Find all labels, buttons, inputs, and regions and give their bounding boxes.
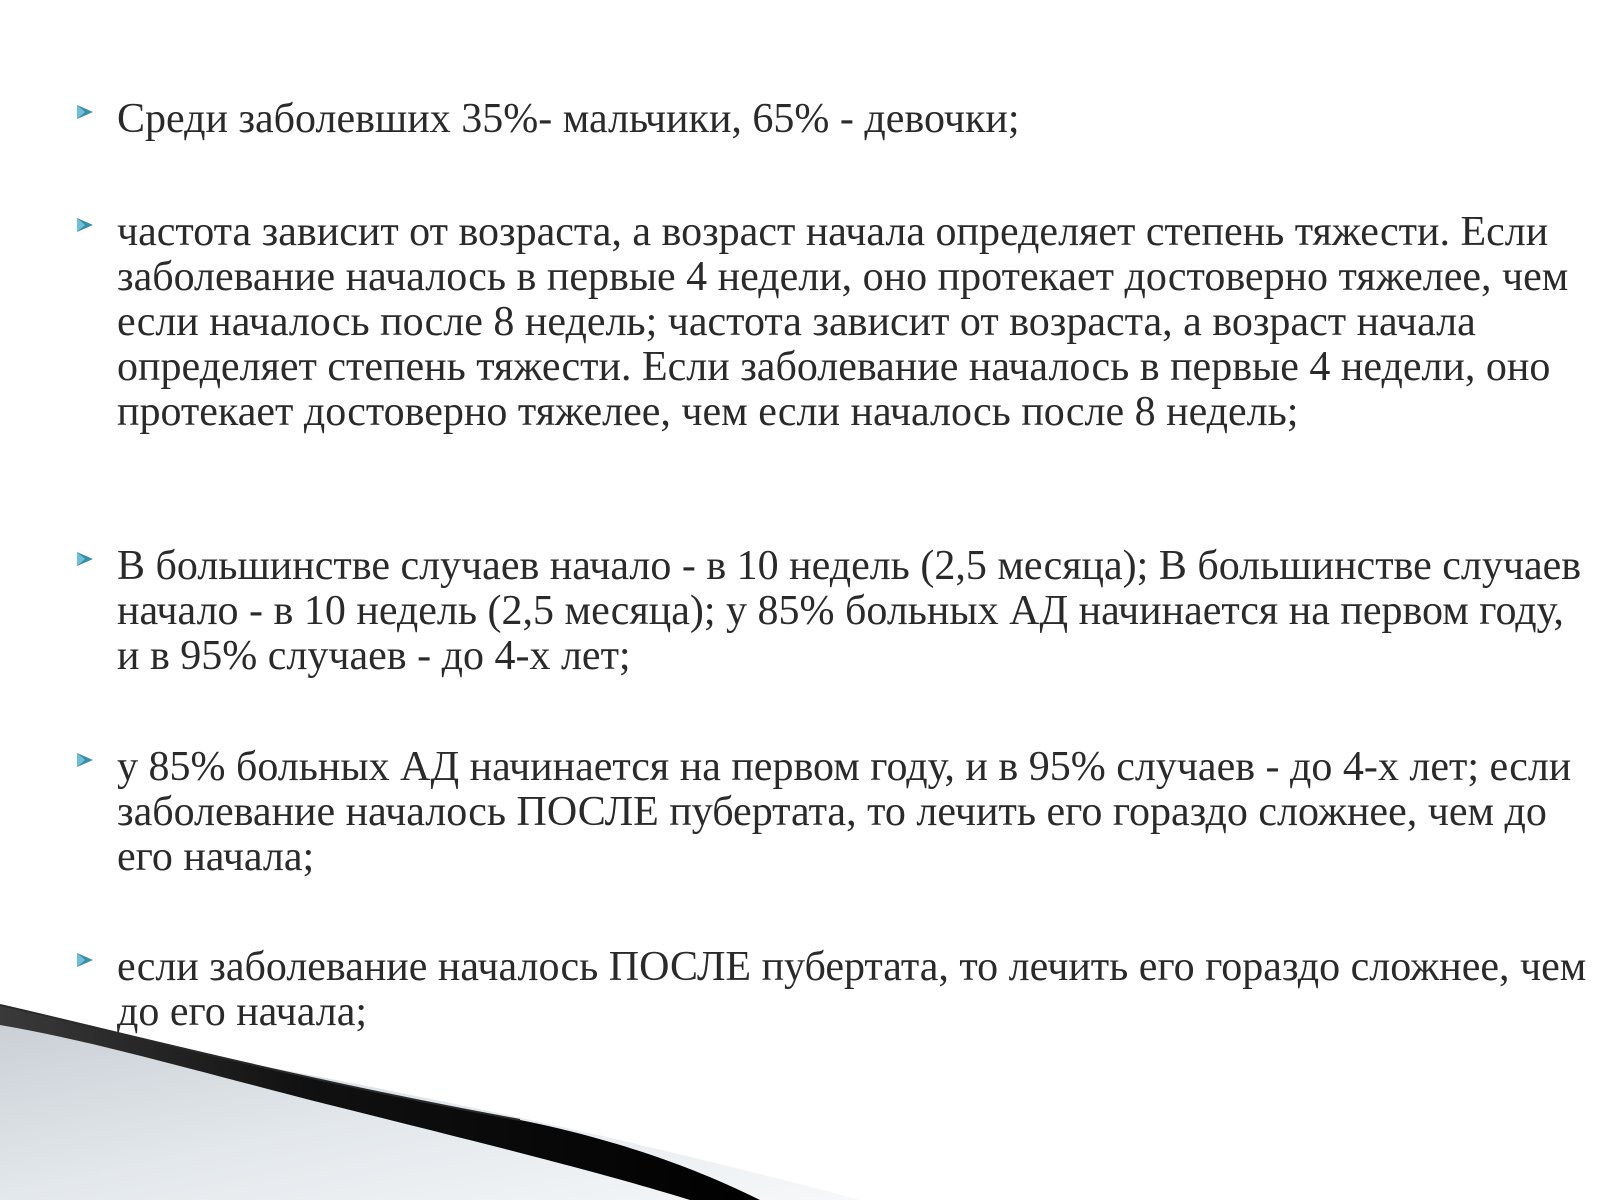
triangle-arrow-icon xyxy=(77,218,93,232)
bullet-text: Среди заболевших 35%- мальчики, 65% - девочки; xyxy=(117,96,1020,142)
bullet-text: частота зависит от возраста, а возраст начала определяет степень тяжести. Если заболевание началось в первые 4 недели, оно протекает достоверно тяжелее, чем если началось после 8 недель; частота зависит от возраста, а возраст начала определяет степень тяжести. Если заболевание началось в первые 4 недели, оно протекает достоверно тяжелее, чем если началось после 8 недель; xyxy=(117,209,1569,435)
bullet-text: В большинстве случаев начало - в 10 недель (2,5 месяца); В большинстве случаев начало - в 10 недель (2,5 месяца); у 85% больных АД начинается на первом году, и в 95% случаев - до 4-х лет; xyxy=(117,543,1582,679)
triangle-arrow-icon xyxy=(77,753,93,767)
triangle-arrow-icon xyxy=(77,953,93,967)
triangle-arrow-icon xyxy=(77,105,93,119)
bullet-text: если заболевание началось ПОСЛЕ пубертата, то лечить его гораздо сложнее, чем до его начала; xyxy=(117,944,1587,1035)
bullet-text: у 85% больных АД начинается на первом году, и в 95% случаев - до 4-х лет; если заболевание началось ПОСЛЕ пубертата, то лечить его гораздо сложнее, чем до его начала; xyxy=(117,744,1572,880)
triangle-arrow-icon xyxy=(77,552,93,566)
